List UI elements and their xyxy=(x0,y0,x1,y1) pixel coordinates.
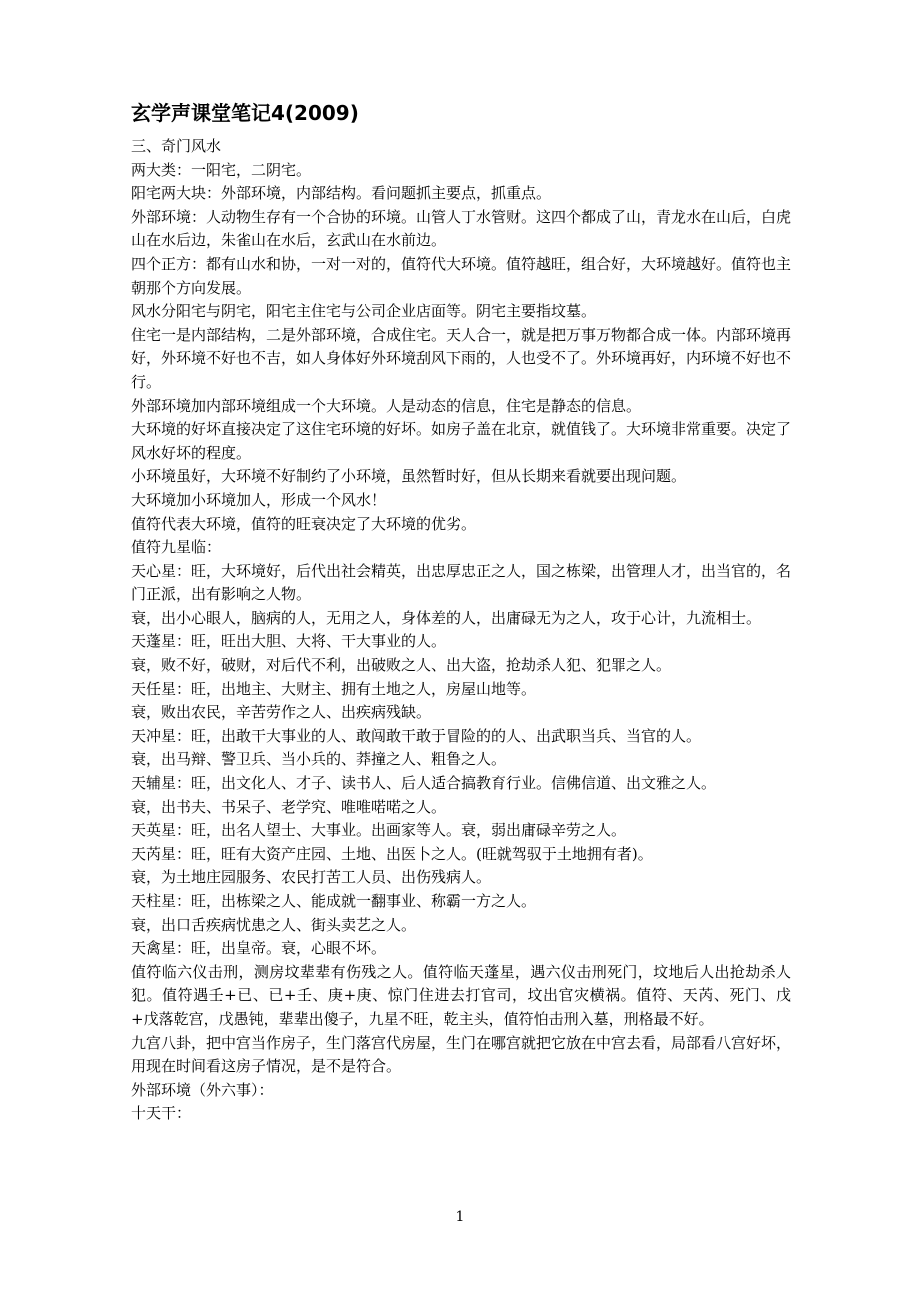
paragraph: 衰，出书夫、书呆子、老学究、唯唯喏喏之人。 xyxy=(131,797,447,816)
paragraph: 小环境虽好，大环境不好制约了小环境，虽然暂时好，但从长期来看就要出现问题。 xyxy=(131,467,687,486)
paragraph: 天辅星：旺，出文化人、才子、读书人、后人适合搞教育行业。信佛信道、出文雅之人。 xyxy=(131,774,717,793)
paragraph: 天柱星：旺，出栋梁之人、能成就一翻事业、称霸一方之人。 xyxy=(131,892,537,910)
paragraph: 风水分阳宅与阴宅，阳宅主住宅与公司企业店面等。阴宅主要指坟墓。 xyxy=(131,302,597,321)
paragraph: 天禽星：旺，出皇帝。衰，心眼不坏。 xyxy=(131,939,387,958)
section-heading: 三、奇门风水 xyxy=(131,137,222,155)
page-number: 1 xyxy=(455,1209,465,1225)
body-text xyxy=(131,135,791,1126)
page-title: 玄学声课堂笔记4(2009) xyxy=(131,101,359,125)
paragraph: 四个正方：都有山水和协，一对一对的，值符代大环境。值符越旺，组合好，大环境越好。值符也主朝那个方向发展。 xyxy=(131,254,792,297)
paragraph: 大环境的好坏直接决定了这住宅环境的好坏。如房子盖在北京，就值钱了。大环境非常重要。决定了风水好坏的程度。 xyxy=(131,420,792,462)
paragraph: 住宅一是内部结构，二是外部环境，合成住宅。天人合一，就是把万事万物都合成一体。内部环境再好，外环境不好也不吉，如人身体好外环境刮风下雨的，人也受不了。外环境再好，内环境不好也不行。 xyxy=(131,325,792,391)
paragraph: 天蓬星：旺，旺出大胆、大将、干大事业的人。 xyxy=(131,632,447,651)
paragraph: 值符九星临： xyxy=(131,538,222,557)
paragraph: 衰，出小心眼人，脑病的人，无用之人，身体差的人，出庸碌无为之人，攻于心计，九流相士。 xyxy=(131,608,762,627)
paragraph: 天任星：旺，出地主、大财主、拥有土地之人，房屋山地等。 xyxy=(131,679,537,698)
paragraph: 天冲星：旺，出敢干大事业的人、敢闯敢干敢于冒险的的人、出武职当兵、当官的人。 xyxy=(131,726,702,745)
paragraph: 阳宅两大块：外部环境，内部结构。看问题抓主要点，抓重点。 xyxy=(131,184,552,203)
paragraph: 衰，为土地庄园服务、农民打苦工人员、出伤残病人。 xyxy=(131,868,492,887)
paragraph: 衰，出马辩、警卫兵、当小兵的、莽撞之人、粗鲁之人。 xyxy=(131,750,507,769)
paragraph: 大环境加小环境加人，形成一个风水！ xyxy=(131,490,387,509)
paragraph: 外部环境（外六事）： xyxy=(131,1080,274,1099)
paragraph: 十天干： xyxy=(131,1104,192,1123)
paragraph: 天心星：旺，大环境好，后代出社会精英，出忠厚忠正之人，国之栋梁，出管理人才，出当官的，名门正派，出有影响之人物。 xyxy=(131,561,792,604)
paragraph: 衰，败出农民，辛苦劳作之人、出疾病残缺。 xyxy=(131,703,432,722)
paragraph: 外部环境加内部环境组成一个大环境。人是动态的信息，住宅是静态的信息。 xyxy=(131,396,642,415)
paragraph: 值符临六仪击刑，测房坟辈辈有伤残之人。值符临天蓬星，遇六仪击刑死门，坟地后人出抢劫杀人犯。值符遇壬+已、已+壬、庚+庚、惊门住进去打官司，坟出官灾横祸。值符、天芮、死门、戊+戊落乾宫，戊愚钝，辈辈出傻子，九星不旺，乾主头，值符怕击刑入墓，刑格最不好。 xyxy=(131,962,791,1028)
paragraph: 值符代表大环境，值符的旺衰决定了大环境的优劣。 xyxy=(131,514,477,533)
paragraph: 天英星：旺，出名人望士、大事业。出画家等人。衰，弱出庸碌辛劳之人。 xyxy=(131,821,627,840)
paragraph: 两大类：一阳宅，二阴宅。 xyxy=(131,160,312,179)
paragraph: 外部环境：人动物生存有一个合协的环境。山管人丁水管财。这四个都成了山，青龙水在山后，白虎山在水后边，朱雀山在水后，玄武山在水前边。 xyxy=(131,207,792,250)
paragraph: 天芮星：旺，旺有大资产庄园、土地、出医卜之人。(旺就驾驭于土地拥有者)。 xyxy=(131,844,653,863)
paragraph: 衰，出口舌疾病忧患之人、街头卖艺之人。 xyxy=(131,915,417,934)
paragraph: 衰，败不好，破财，对后代不利，出破败之人、出大盗，抢劫杀人犯、犯罪之人。 xyxy=(131,656,672,675)
paragraph: 九宫八卦，把中宫当作房子，生门落宫代房屋，生门在哪宫就把它放在中宫去看，局部看八宫好坏，用现在时间看这房子情况，是不是符合。 xyxy=(131,1033,792,1076)
